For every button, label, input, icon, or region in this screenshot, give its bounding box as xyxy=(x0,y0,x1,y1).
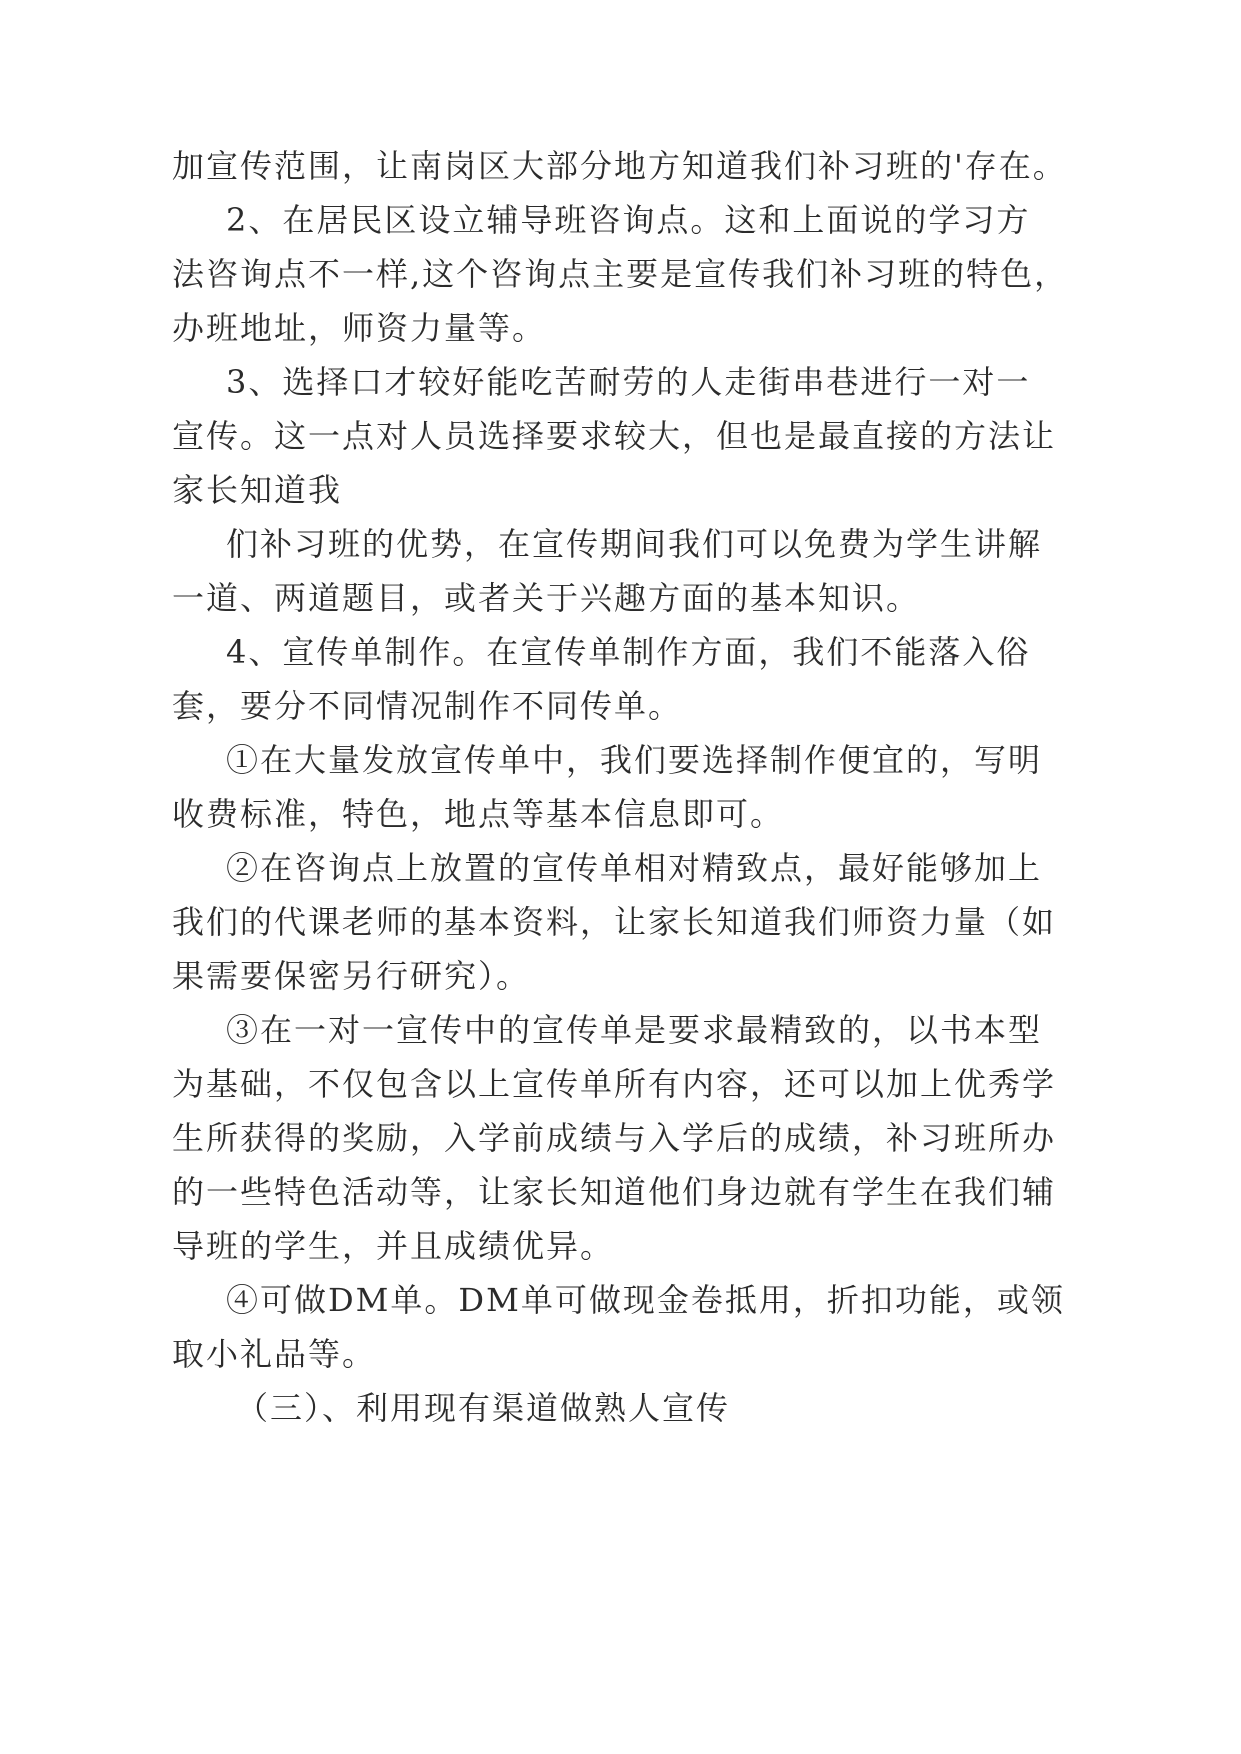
text-line: 我们的代课老师的基本资料，让家长知道我们师资力量（如 xyxy=(172,903,1057,941)
section-heading: （三）、利用现有渠道做熟人宣传 xyxy=(236,1389,731,1427)
text-line: 法咨询点不一样,这个咨询点主要是宣传我们补习班的特色， xyxy=(172,255,1069,293)
text-line: 套，要分不同情况制作不同传单。 xyxy=(172,687,683,725)
text-line: ②在咨询点上放置的宣传单相对精致点，最好能够加上 xyxy=(226,849,1043,887)
text-line: 取小礼品等。 xyxy=(172,1335,377,1373)
text-line: 导班的学生，并且成绩优异。 xyxy=(172,1227,615,1265)
text-line: 们补习班的优势，在宣传期间我们可以免费为学生讲解 xyxy=(226,525,1043,563)
text-line: 加宣传范围，让南岗区大部分地方知道我们补习班的'存在。 xyxy=(172,147,1067,185)
text-line: 生所获得的奖励，入学前成绩与入学后的成绩，补习班所办 xyxy=(172,1119,1057,1157)
text-line: 办班地址，师资力量等。 xyxy=(172,309,547,347)
text-line: ④可做DM单。DM单可做现金卷抵用，折扣功能，或领 xyxy=(226,1281,1065,1319)
text-line: 4、宣传单制作。在宣传单制作方面，我们不能落入俗 xyxy=(226,633,1031,671)
text-line: 3、选择口才较好能吃苦耐劳的人走街串巷进行一对一 xyxy=(226,363,1031,401)
text-line: 家长知道我 xyxy=(172,471,343,509)
text-line: 的一些特色活动等，让家长知道他们身边就有学生在我们辅 xyxy=(172,1173,1057,1211)
text-line: 为基础，不仅包含以上宣传单所有内容，还可以加上优秀学 xyxy=(172,1065,1057,1103)
text-line: ③在一对一宣传中的宣传单是要求最精致的，以书本型 xyxy=(226,1011,1043,1049)
text-line: 收费标准，特色，地点等基本信息即可。 xyxy=(172,795,785,833)
text-line: 果需要保密另行研究）。 xyxy=(172,957,531,995)
text-line: 2、在居民区设立辅导班咨询点。这和上面说的学习方 xyxy=(226,201,1031,239)
text-line: ①在大量发放宣传单中，我们要选择制作便宜的，写明 xyxy=(226,741,1043,779)
text-line: 一道、两道题目，或者关于兴趣方面的基本知识。 xyxy=(172,579,921,617)
text-line: 宣传。这一点对人员选择要求较大，但也是最直接的方法让 xyxy=(172,417,1057,455)
